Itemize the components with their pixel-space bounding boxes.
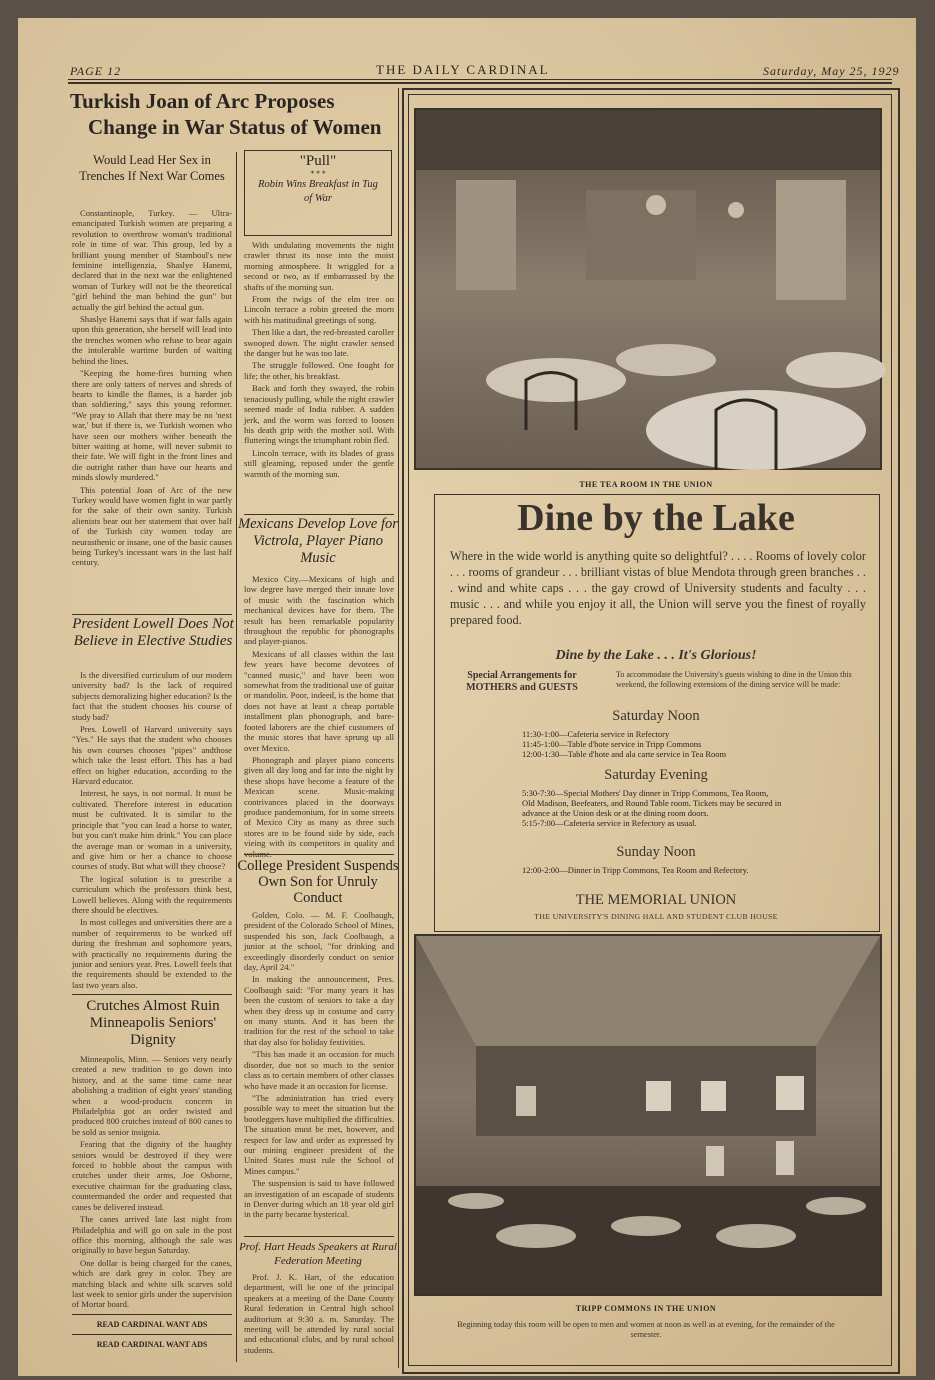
- ad-intro: Where in the wide world is anything quite so delightful? . . . . Rooms of lovely color . . . rooms of grandeur . . . brilliant vistas of blue Mendota through green branches . . . wind and white caps . . . the gay crowd of University students and faculty . . . music . . . and while you enjoy it all, the Union will serve you the finest of royally prepared food.: [450, 549, 866, 627]
- pull-box: [244, 150, 392, 236]
- schedule-item: 12:00-2:00—Dinner in Tripp Commons, Tea Room and Refectory.: [522, 865, 749, 875]
- mexicans-para: Mexicans of all classes within the last few years have become devotees of "canned music," and have been won somewhat from the traditional use of guitar or mandolin. Poor, indeed, is the home that does not have at least a cheap portable installment plan phonograph, and bare-footed laborers are the chief customers of the music stores that have sprung up all over Mexico.: [244, 648, 394, 753]
- saturday-evening-heading: Saturday Evening: [604, 767, 708, 783]
- schedule-item: 11:45-1:00—Table d'hote service in Tripp Commons: [522, 739, 702, 749]
- pull-para: From the twigs of the elm tree on Lincoln terrace a robin greeted the morn with his matitudinal greetings of song.: [244, 294, 394, 325]
- mexicans-body: [244, 574, 394, 850]
- crutches-para: One dollar is being charged for the canes, which are dark grey in color. They are matching black and white silk scarves sold last week to senior girls under the supervision of Mortar board.: [72, 1257, 232, 1310]
- saturday-noon-heading: Saturday Noon: [612, 708, 700, 724]
- want-ads-1: READ CARDINAL WANT ADS: [96, 1320, 208, 1329]
- tripp-commons-caption: TRIPP COMMONS IN THE UNION: [575, 1304, 717, 1313]
- tea-room-photo: [414, 108, 882, 470]
- memorial-union-heading: THE MEMORIAL UNION: [575, 892, 737, 908]
- crutches-para: Fearing that the dignity of the haughty seniors would be destroyed if they were forced to hobble about the campus with crutches under their arms, Joe Osborne, executive chairman for the graduating class, countermanded the order and requested that canes be delivered instead.: [72, 1139, 232, 1212]
- college-body: [244, 910, 394, 1232]
- masthead-title: THE DAILY CARDINAL: [376, 62, 550, 77]
- mexicans-para: Phonograph and player piano concerts given all day long and far into the night by these shops have become a feature of the Mexican scene. Music-making contrivances placed in the doorways produce pandemonium, for in some streets of Mexico City as many as three such stores are to be found side by side, each vieing with its competitors in quality and: [244, 754, 394, 849]
- lowell-para: Is the diversified curriculum of our modern university bad? Is the lack of required subjects demoralizing higher education? Is the fact that the student chooses his course of study bad?: [72, 670, 232, 722]
- pull-body: [244, 240, 394, 530]
- schedule-item: 11:30-1:00—Cafeteria service in Refectory: [522, 729, 670, 739]
- column-rule-2: [398, 88, 399, 1368]
- sunday-noon-list: [522, 865, 772, 875]
- lowell-body: [72, 670, 232, 990]
- turkish-para: Constantinople, Turkey. — Ultra-emancipated Turkish women are preparing a revolution to overthrow woman's traditional role in time of war. This group, led by a brilliant young member of Stamboul's new feminine intelligenzia, Shaslye Hanemi, declared that in the next war the enlightened woman of Turkey will not be the theoretical "girl behind the man behind the gun" but actually the girl behind the actual gun.: [72, 208, 232, 312]
- lowell-para: Pres. Lowell of Harvard university says "Yes." He says that the student who chooses his own courses chooses "pipes" andthose which take the least effort. This has a bad effect on higher education, according to the Harvard educator.: [72, 724, 232, 787]
- tea-room-caption: THE TEA ROOM IN THE UNION: [579, 480, 713, 489]
- sunday-noon-heading: Sunday Noon: [616, 844, 696, 860]
- pull-title: "Pull": [299, 153, 337, 169]
- pull-para: Back and forth they swayed, the robin tenaciously pulling, while the night crawler seemed made of India rubber. A sudden jerk, and the worm was forced to loosen his death grip with the mother soil. With fluttering wings the triumphant robin fled.: [244, 383, 394, 446]
- turkish-body: [72, 208, 232, 608]
- separator: [244, 854, 394, 855]
- tripp-commons-note: Beginning today this room will be open to men and women at noon as well as at evening, for the remainder of the semester.: [457, 1320, 835, 1339]
- pull-para: With undulating movements the night crawler thrust its nose into the moist morning atmosphere. It wriggled for a second or two, as if embarrassed by the shafts of the morning sun.: [244, 240, 394, 292]
- page-number: PAGE 12: [70, 64, 122, 78]
- schedule-item: 5:30-7:30—Special Mothers' Day dinner in Tripp Commons, Tea Room, Old Madison, Beefeaters, and Round Table room. Tickets may be secured in advance at the Union desk or at the dining room doors.: [522, 788, 782, 818]
- separator: [244, 514, 394, 515]
- pull-stars: * * *: [310, 170, 326, 178]
- pull-subtitle: Robin Wins Breakfast in Tug of War: [258, 179, 378, 204]
- lowell-para: In most colleges and universities there are a number of requirements to be worked off during the freshman and sophomore years, with practically no requirements during the junior and seniors year. Pres. Lowell feels that the requirements should be extended to the last two years also.: [72, 917, 232, 990]
- hart-para: Prof. J. K. Hart, of the education department, will be one of the principal speakers at a meeting of the Dane County Rural federation in Central high school auditorium at 9:30 a. m. Saturday. The meeting will be attended by rural social and educational clubs, and by rural school students.: [244, 1272, 394, 1355]
- special-line1: Special Arrangements for: [467, 670, 577, 681]
- pull-para: Lincoln terrace, with its blades of grass still gleaming, reposed under the gentle warmth of the morning sun.: [244, 447, 394, 479]
- college-para: "The administration has tried every possible way to meet the situation but the bootleggers have multiplied the difficulties. The situation must be met, however, and respect for law and order as expressed by our mining engineer president of the United States must rule the School of Mines campus.": [244, 1092, 394, 1176]
- separator: [72, 1314, 232, 1315]
- saturday-noon-list: [522, 729, 822, 759]
- schedule-item: 5:15-7:00—Cafeteria service in Refectory as usual.: [522, 818, 697, 828]
- separator: [72, 614, 232, 615]
- crutches-para: Minneapolis, Minn. — Seniors very nearly created a new tradition to go down into history, and at the same time came near abolishing a tradition of eight years' standing when a wood-products concern in Philadelphia got an order twisted and produced 800 crutches instead of 800 canes to be sold as senior insignia.: [72, 1054, 232, 1137]
- turkish-headline-line2: Change in War Status of Women: [88, 115, 382, 139]
- hart-headline: Prof. Hart Heads Speakers at Rural Federation Meeting: [239, 1241, 397, 1267]
- separator: [244, 1236, 394, 1237]
- separator: [72, 994, 232, 995]
- special-note: To accommodate the University's guests wishing to dine in the Union this weekend, the following extensions of the dining service will be made:: [616, 670, 852, 689]
- special-arrangements: [442, 670, 602, 694]
- masthead-date: Saturday, May 25, 1929: [763, 64, 900, 78]
- lowell-para: Interest, he says, is not normal. It must be cultivated. Therefore interest in education must be cultivated. It is similar to the principle that "you can lead a horse to water, but you can't make him drink." You can place the average man or woman in a university, and give him or her a chance to choose courses of study. But what will they choose?: [72, 788, 232, 872]
- schedule-item: 12:00-1:30—Table d'hote and ala carte service in Tea Room: [522, 749, 727, 759]
- ad-headline: Dine by the Lake: [517, 497, 795, 539]
- turkish-para: This potential Joan of Arc of the new Turkey would have women fight in war partly for the sake of their own sanity. Turkish alienists bear out her statement that over half of the Turkish city women today are neurasthenic or insane, one of the basic causes being Turkey's incessant wars in the last half century.: [72, 484, 232, 568]
- mexicans-headline: Mexicans Develop Love for Victrola, Player Piano Music: [238, 516, 398, 566]
- mexicans-para: Mexico City.—Mexicans of high and low degree have merged their innate love of music with the fascination which mechanical devices have for them. The result has been remarkable popularity throughout the republic for phonographs and player-pianos.: [244, 574, 394, 647]
- masthead-rule: [68, 79, 892, 80]
- lowell-headline: President Lowell Does Not Believe in Elective Studies: [72, 616, 234, 649]
- tripp-commons-photo: [414, 934, 882, 1296]
- masthead-rule-thick: [68, 82, 892, 84]
- lowell-para: The logical solution is to prescribe a curriculum which the professors think best, Lowell believes. Along with the requirements there should be electives.: [72, 873, 232, 915]
- college-headline: College President Suspends Own Son for Unruly Conduct: [237, 858, 399, 906]
- pull-para: Then like a dart, the red-breasted caroller swooped down. The night crawler sensed the danger but he was too late.: [244, 327, 394, 359]
- pull-para: The struggle followed. One fought for life; the other, his breakfast.: [244, 360, 394, 381]
- turkish-para: Shaslye Hanemi says that if war falls again upon this generation, she herself will lead into the trenches women who refuse to bear again the intolerable wartime burden of waiting behind the lines.: [72, 314, 232, 366]
- college-para: The suspension is said to have followed an investigation of an escapade of students in Denver during which an 18 year old girl in the party became hysterical.: [244, 1178, 394, 1220]
- ad-slogan: Dine by the Lake . . . It's Glorious!: [555, 648, 757, 663]
- turkish-para: "Keeping the home-fires burning when there are only tatters of nerves and shreds of hearts to kindle the flames, is a harder job than soldiering," says this young reformer. "We pray to Allah that there may be no 'next war,' but if there is, we Turkish women who have seen our mothers wither beneath the bitter waiting at home, will never submit to their fate. We will fight in the front lines and die outright rather than have our hearts and minds slowly murdered.": [72, 368, 232, 483]
- want-ads-2: READ CARDINAL WANT ADS: [96, 1340, 208, 1349]
- newspaper-page: [18, 18, 916, 1376]
- turkish-deck: Would Lead Her Sex in Trenches If Next War Comes: [79, 153, 225, 183]
- college-para: "This has made it an occasion for much disorder, due not so much to the senior class as to certain members of other classes who have made it an occasion for license.: [244, 1049, 394, 1091]
- special-line2: MOTHERS and GUESTS: [466, 682, 578, 693]
- hart-body: [244, 1272, 394, 1372]
- turkish-headline-line1: Turkish Joan of Arc Proposes: [70, 89, 335, 113]
- memorial-union-subheading: THE UNIVERSITY'S DINING HALL AND STUDENT CLUB HOUSE: [534, 912, 778, 921]
- tea-room-image: [416, 110, 880, 468]
- turkish-headline: [70, 88, 400, 140]
- crutches-headline: Crutches Almost Ruin Minneapolis Seniors' Dignity: [86, 998, 220, 1048]
- separator: [72, 1334, 232, 1335]
- college-para: In making the announcement, Pres. Coolbaugh said: "For many years it has been the custom of seniors to take a day when they dress up in costume and carry on many stunts. And it has been the tradition for the rest of the school to take that day also for holiday festivities.: [244, 974, 394, 1047]
- tripp-commons-image: [416, 936, 880, 1294]
- crutches-para: The canes arrived late last night from Philadelphia and will go on sale in the post office this morning, although the sale was originally to have begun Saturday.: [72, 1214, 232, 1256]
- crutches-body: [72, 1054, 232, 1310]
- column-rule-1: [236, 152, 237, 1362]
- saturday-evening-list: [522, 788, 782, 828]
- college-para: Golden, Colo. — M. F. Coolbaugh, president of the Colorado School of Mines, suspended his son, Jack Coolbaugh, a junior at the school, "for drinking and exceedingly disorderly conduct on senior day, April 24.": [244, 910, 394, 973]
